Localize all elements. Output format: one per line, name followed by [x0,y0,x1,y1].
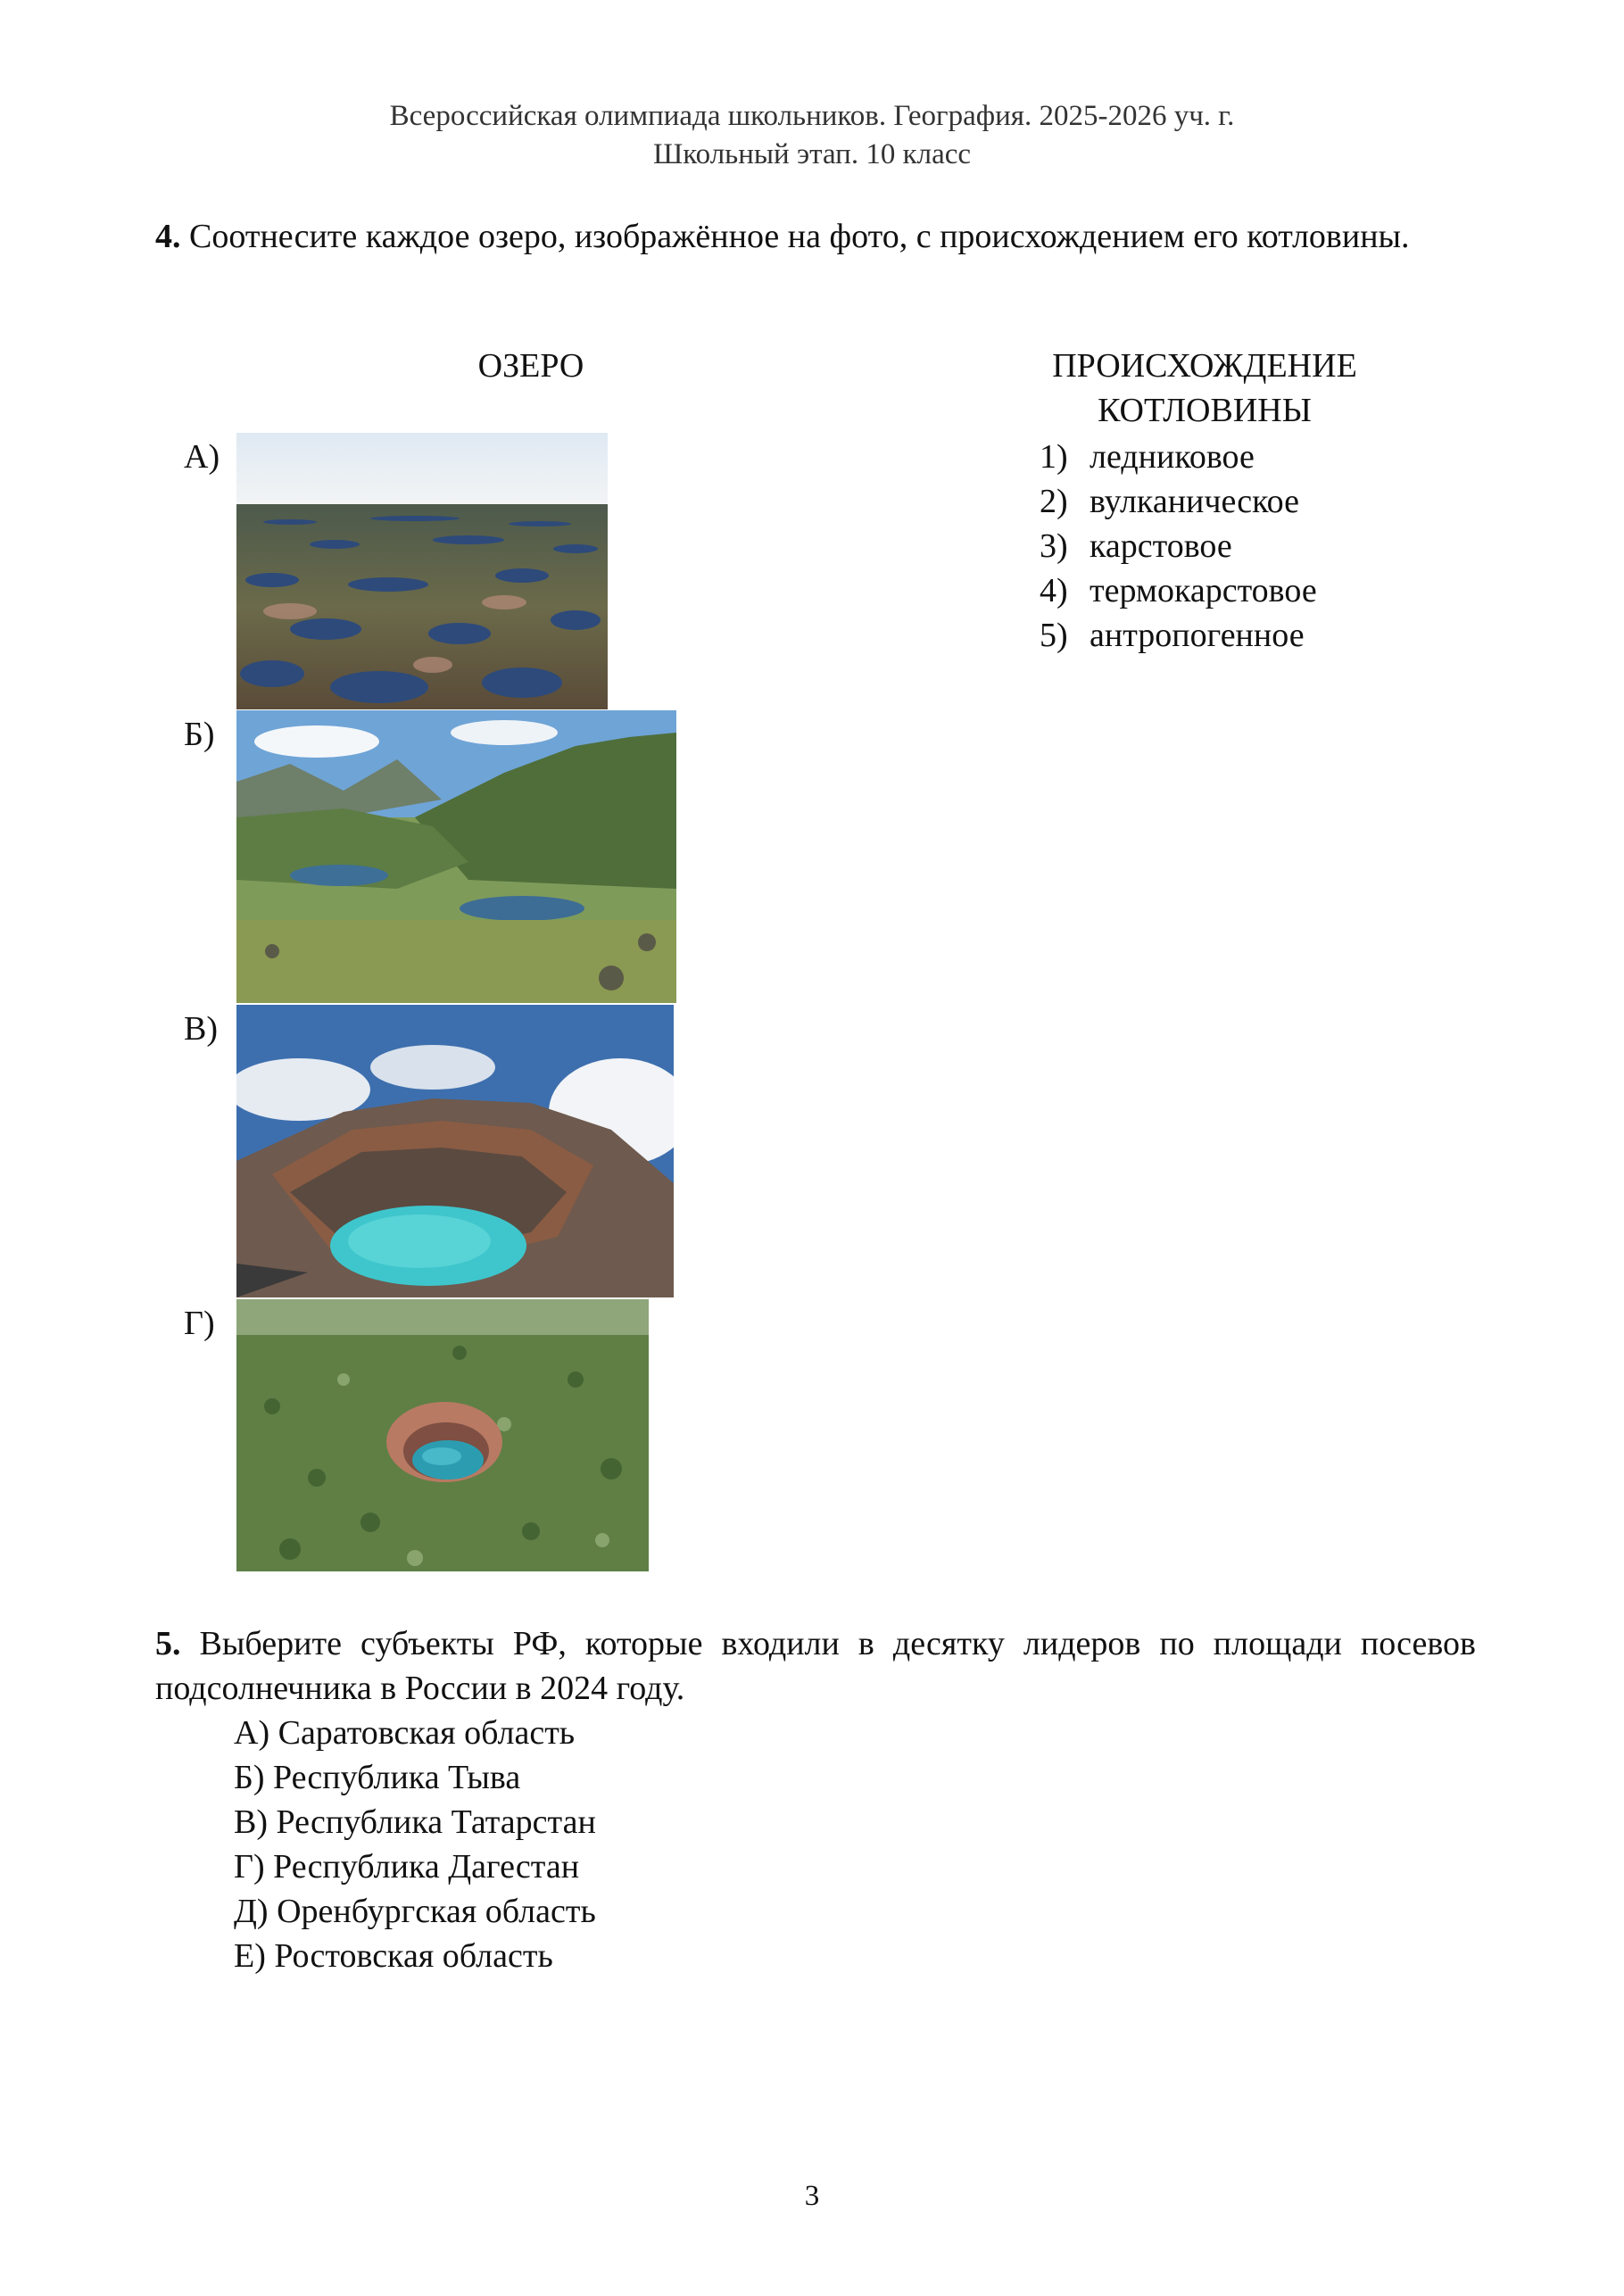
answer-option: Б) Республика Тыва [234,1759,521,1796]
origin-heading-line2: КОТЛОВИНЫ [1098,392,1312,429]
origin-option: 1) ледниковое [1040,438,1255,476]
lake-letter-g: Г) [184,1305,215,1342]
volcanic-crater-photo [236,1005,674,1297]
origin-column-heading [999,344,1410,433]
karst-sinkhole-photo [236,1299,649,1571]
origin-option: 3) карстовое [1040,527,1232,565]
header-subtitle: Школьный этап. 10 класс [652,138,972,170]
answer-option: Д) Оренбургская область [234,1893,596,1930]
tundra-lakes-photo [236,433,608,709]
question-5-number: 5. [155,1625,181,1662]
header-title: Всероссийская олимпиада школьников. География. 2025-2026 уч. г. [389,100,1235,132]
origin-heading-line1: ПРОИСХОЖДЕНИЕ [1052,347,1357,385]
answer-option: А) Саратовская область [234,1714,576,1752]
question-5-text: Выберите субъекты РФ, которые входили в десятку лидеров по площади посевов подсолнечника в России в 2024 году. [155,1625,1477,1707]
origin-option: 2) вулканическое [1040,483,1300,520]
origin-option: 5) антропогенное [1040,617,1305,654]
page-number: 3 [804,2180,820,2212]
answer-option: Г) Республика Дагестан [234,1848,580,1886]
lake-letter-v: В) [184,1010,218,1048]
question-4-text: Соотнесите каждое озеро, изображённое на фото, с происхождением его котловины. [189,218,1410,255]
lake-column-heading: ОЗЕРО [477,347,584,385]
answer-option: Е) Ростовская область [234,1937,553,1975]
lake-letter-b: Б) [184,716,215,753]
lake-letter-a: А) [184,438,220,476]
question-5 [155,1621,1476,1711]
mountain-lakes-photo [236,710,676,1003]
answer-option: В) Республика Татарстан [234,1803,596,1841]
question-4 [155,214,1476,259]
origin-option: 4) термокарстовое [1040,572,1317,609]
question-4-number: 4. [155,218,181,255]
